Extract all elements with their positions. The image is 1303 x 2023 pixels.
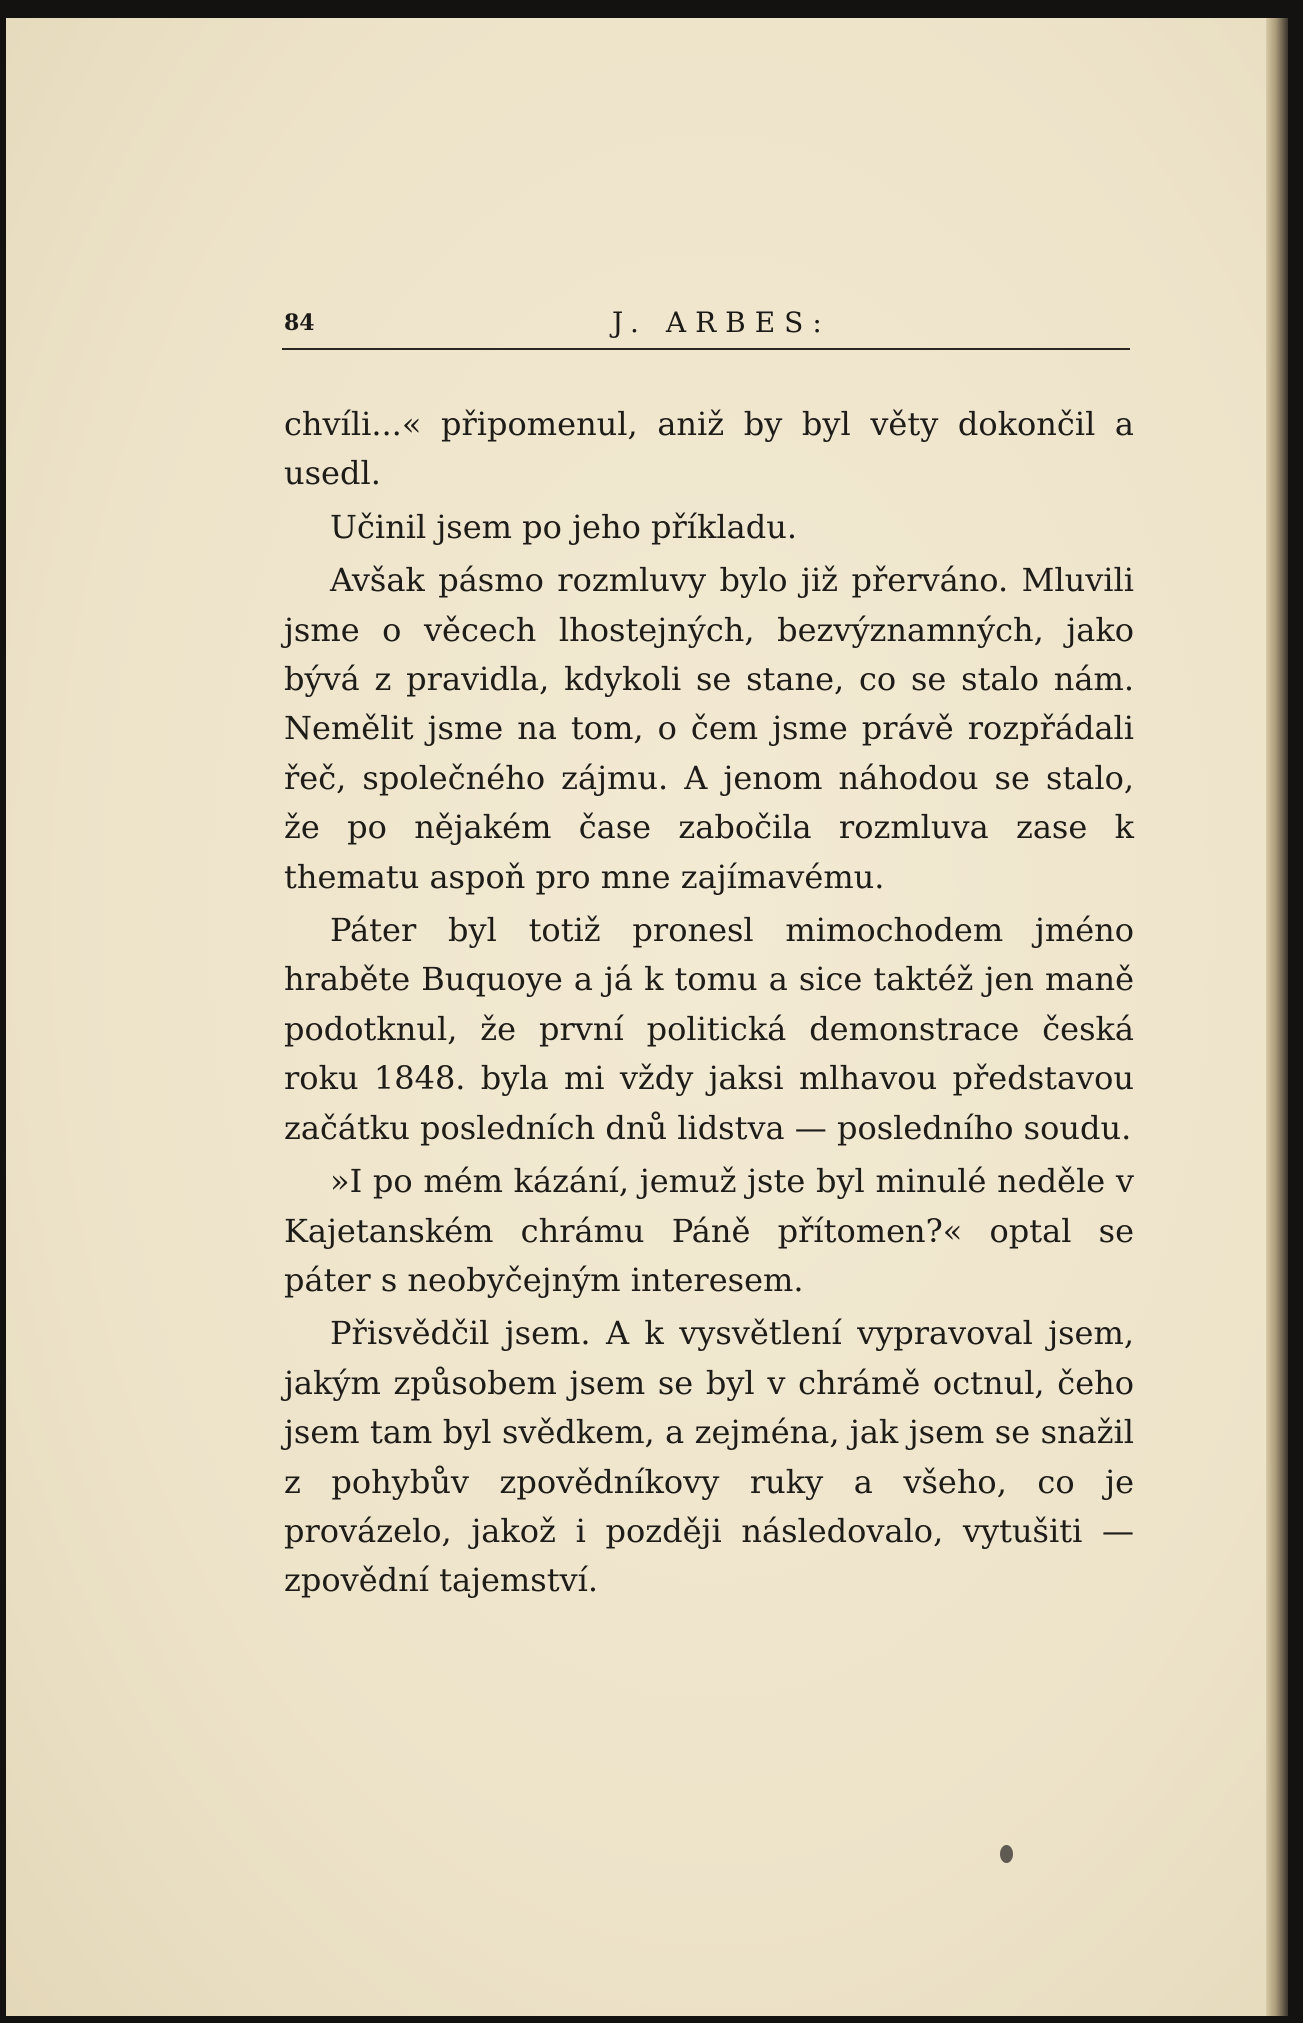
page-spine-edge [1266,18,1288,2016]
paragraph: »I po mém kázání, jemuž jste byl minulé neděle v Kajetanském chrámu Páně přítomen?« optal se páter s neobyčejným interesem. [284,1162,1134,1299]
page-header [282,306,1132,346]
paragraph: chvíli...« připomenul, aniž by byl věty dokončil a usedl. [284,405,1134,493]
running-head: J. ARBES: [612,306,831,339]
paragraph: Páter byl totiž pronesl mimochodem jméno hraběte Buquoye a já k tomu a sice taktéž jen maně podotknul, že první politická demonstrace česká roku 1848. byla mi vždy jaksi mlhavou představou začátku posledních dnů lidstva — posledního soudu. [284,911,1134,1147]
header-rule [282,348,1130,350]
ink-speck [1000,1845,1013,1863]
body-text [284,400,1134,1606]
paragraph: Přisvědčil jsem. A k vysvětlení vypravoval jsem, jakým způsobem jsem se byl v chrámě octnul, čeho jsem tam byl svědkem, a zejména, jak jsem se snažil z pohybův zpovědníkovy ruky a všeho, co je provázelo, jakož i později následovalo, vytušiti — zpovědní tajemství. [284,1314,1134,1600]
paragraph: Učinil jsem po jeho příkladu. [330,507,797,546]
page-number: 84 [284,310,315,336]
paragraph: Avšak pásmo rozmluvy bylo již přerváno. Mluvili jsme o věcech lhostejných, bezvýznamných, jako bývá z pravidla, kdykoli se stane, co se stalo nám. Nemělit jsme na tom, o čem jsme právě rozpřádali řeč, společného zájmu. A jenom náhodou se stalo, že po nějakém čase zabočila rozmluva zase k thematu aspoň pro mne zajímavému. [284,561,1134,896]
